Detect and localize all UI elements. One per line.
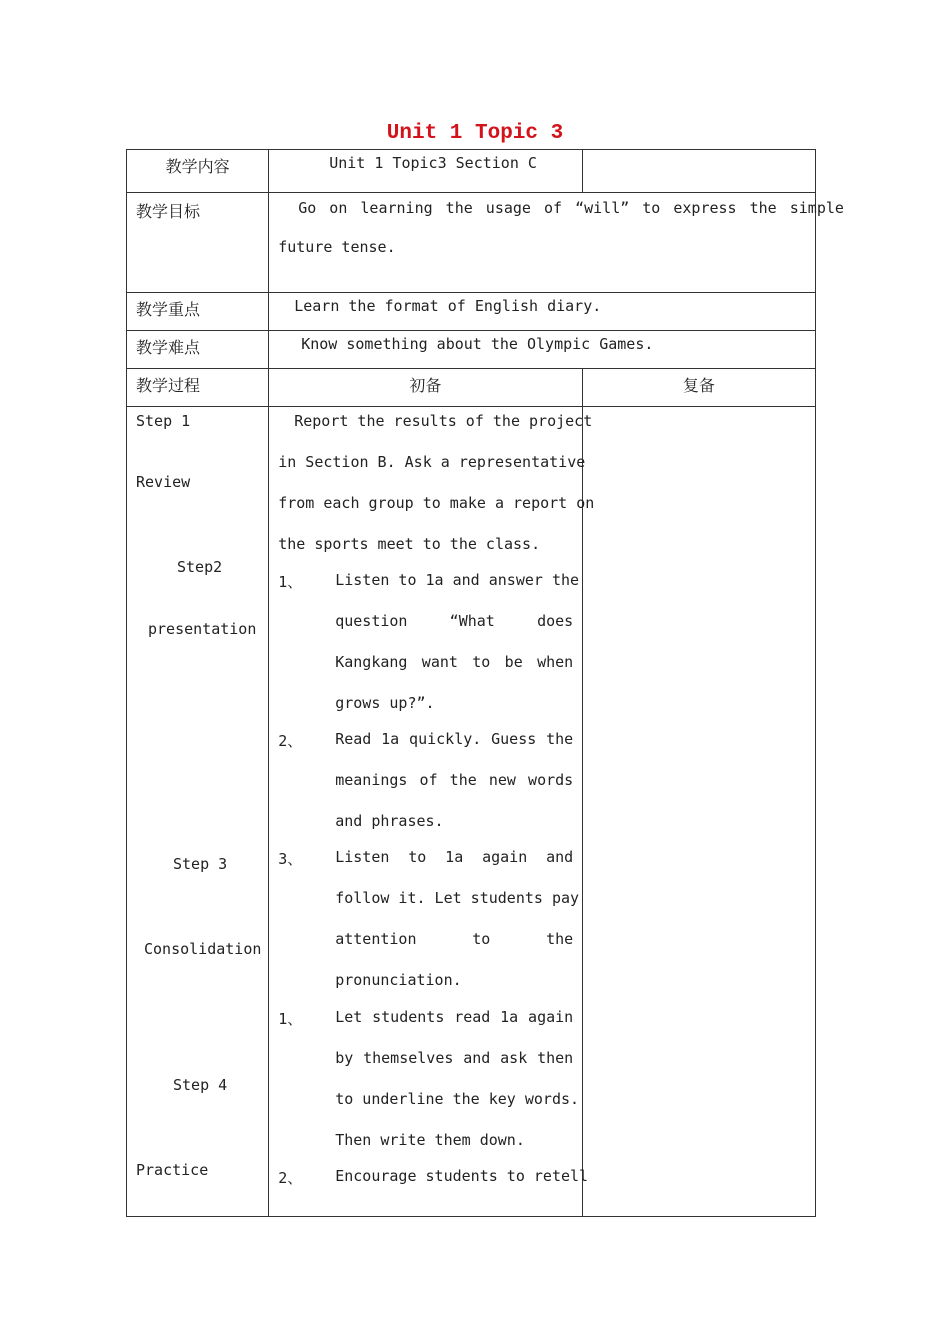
header-review: 复备 — [582, 369, 815, 407]
value-difficult — [269, 331, 816, 369]
initial-prep-cell — [269, 407, 595, 1217]
review-line-2: in Section B. Ask a representative — [278, 453, 586, 471]
label-key: 教学重点 — [127, 293, 269, 331]
item-line: attention to the — [335, 930, 574, 948]
item-line: question “What does — [335, 612, 574, 630]
review-line-3: from each group to make a report on — [278, 494, 595, 512]
content-value: Unit 1 Topic3 Section C — [329, 154, 537, 172]
steps-cell — [127, 407, 269, 1217]
step3-label: Step 3 — [173, 855, 228, 873]
page-title: Unit 1 Topic 3 — [386, 122, 564, 145]
item-line: pronunciation. — [335, 971, 462, 989]
item-line: and phrases. — [335, 812, 444, 830]
item-line: follow it. Let students pay — [335, 889, 580, 907]
practice-label: Practice — [136, 1161, 209, 1179]
difficult-value: Know something about the Olympic Games. — [301, 335, 654, 353]
label-goal: 教学目标 — [127, 193, 269, 293]
step2-label: Step2 — [177, 558, 223, 576]
consolidation-label: Consolidation — [144, 940, 262, 958]
label-difficult: 教学难点 — [127, 331, 269, 369]
presentation-label: presentation — [148, 620, 257, 638]
row-key — [127, 293, 816, 331]
item-number: 2、 — [278, 732, 303, 750]
step4-label: Step 4 — [173, 1076, 228, 1094]
item-number: 1、 — [278, 573, 303, 591]
row-goal — [127, 193, 816, 293]
review-label: Review — [136, 473, 191, 491]
review-prep-cell — [582, 407, 815, 1217]
label-content: 教学内容 — [127, 150, 269, 193]
value-key — [269, 293, 816, 331]
item-number: 3、 — [278, 850, 303, 868]
item-line: grows up?”. — [335, 694, 435, 712]
header-initial: 初备 — [269, 369, 582, 407]
step1-label: Step 1 — [136, 412, 191, 430]
item-line: to underline the key words. — [335, 1090, 580, 1108]
row-process-body — [127, 407, 816, 1217]
review-line-1: Report the results of the project — [294, 412, 593, 430]
label-process: 教学过程 — [127, 369, 269, 407]
empty-cell — [582, 150, 815, 193]
item-line: by themselves and ask then — [335, 1049, 574, 1067]
row-content — [127, 150, 816, 193]
review-line-4: the sports meet to the class. — [278, 535, 541, 553]
goal-line-1: Go on learning the usage of “will” to express the simple — [298, 199, 844, 217]
item-line: Read 1a quickly. Guess the — [335, 730, 574, 748]
item-line: Encourage students to retell — [335, 1167, 589, 1185]
row-difficult — [127, 331, 816, 369]
item-line: meanings of the new words — [335, 771, 574, 789]
goal-line-2: future tense. — [278, 238, 396, 256]
key-value: Learn the format of English diary. — [294, 297, 602, 315]
item-number: 1、 — [278, 1010, 303, 1028]
value-content — [269, 150, 582, 193]
item-line: Let students read 1a again — [335, 1008, 574, 1026]
item-line: Listen to 1a and answer the — [335, 571, 580, 589]
row-process-header — [127, 369, 816, 407]
lesson-plan-table — [126, 149, 844, 1217]
value-goal — [269, 193, 844, 293]
item-line: Kangkang want to be when — [335, 653, 574, 671]
item-line: Then write them down. — [335, 1131, 525, 1149]
item-number: 2、 — [278, 1169, 303, 1187]
item-line: Listen to 1a again and — [335, 848, 574, 866]
